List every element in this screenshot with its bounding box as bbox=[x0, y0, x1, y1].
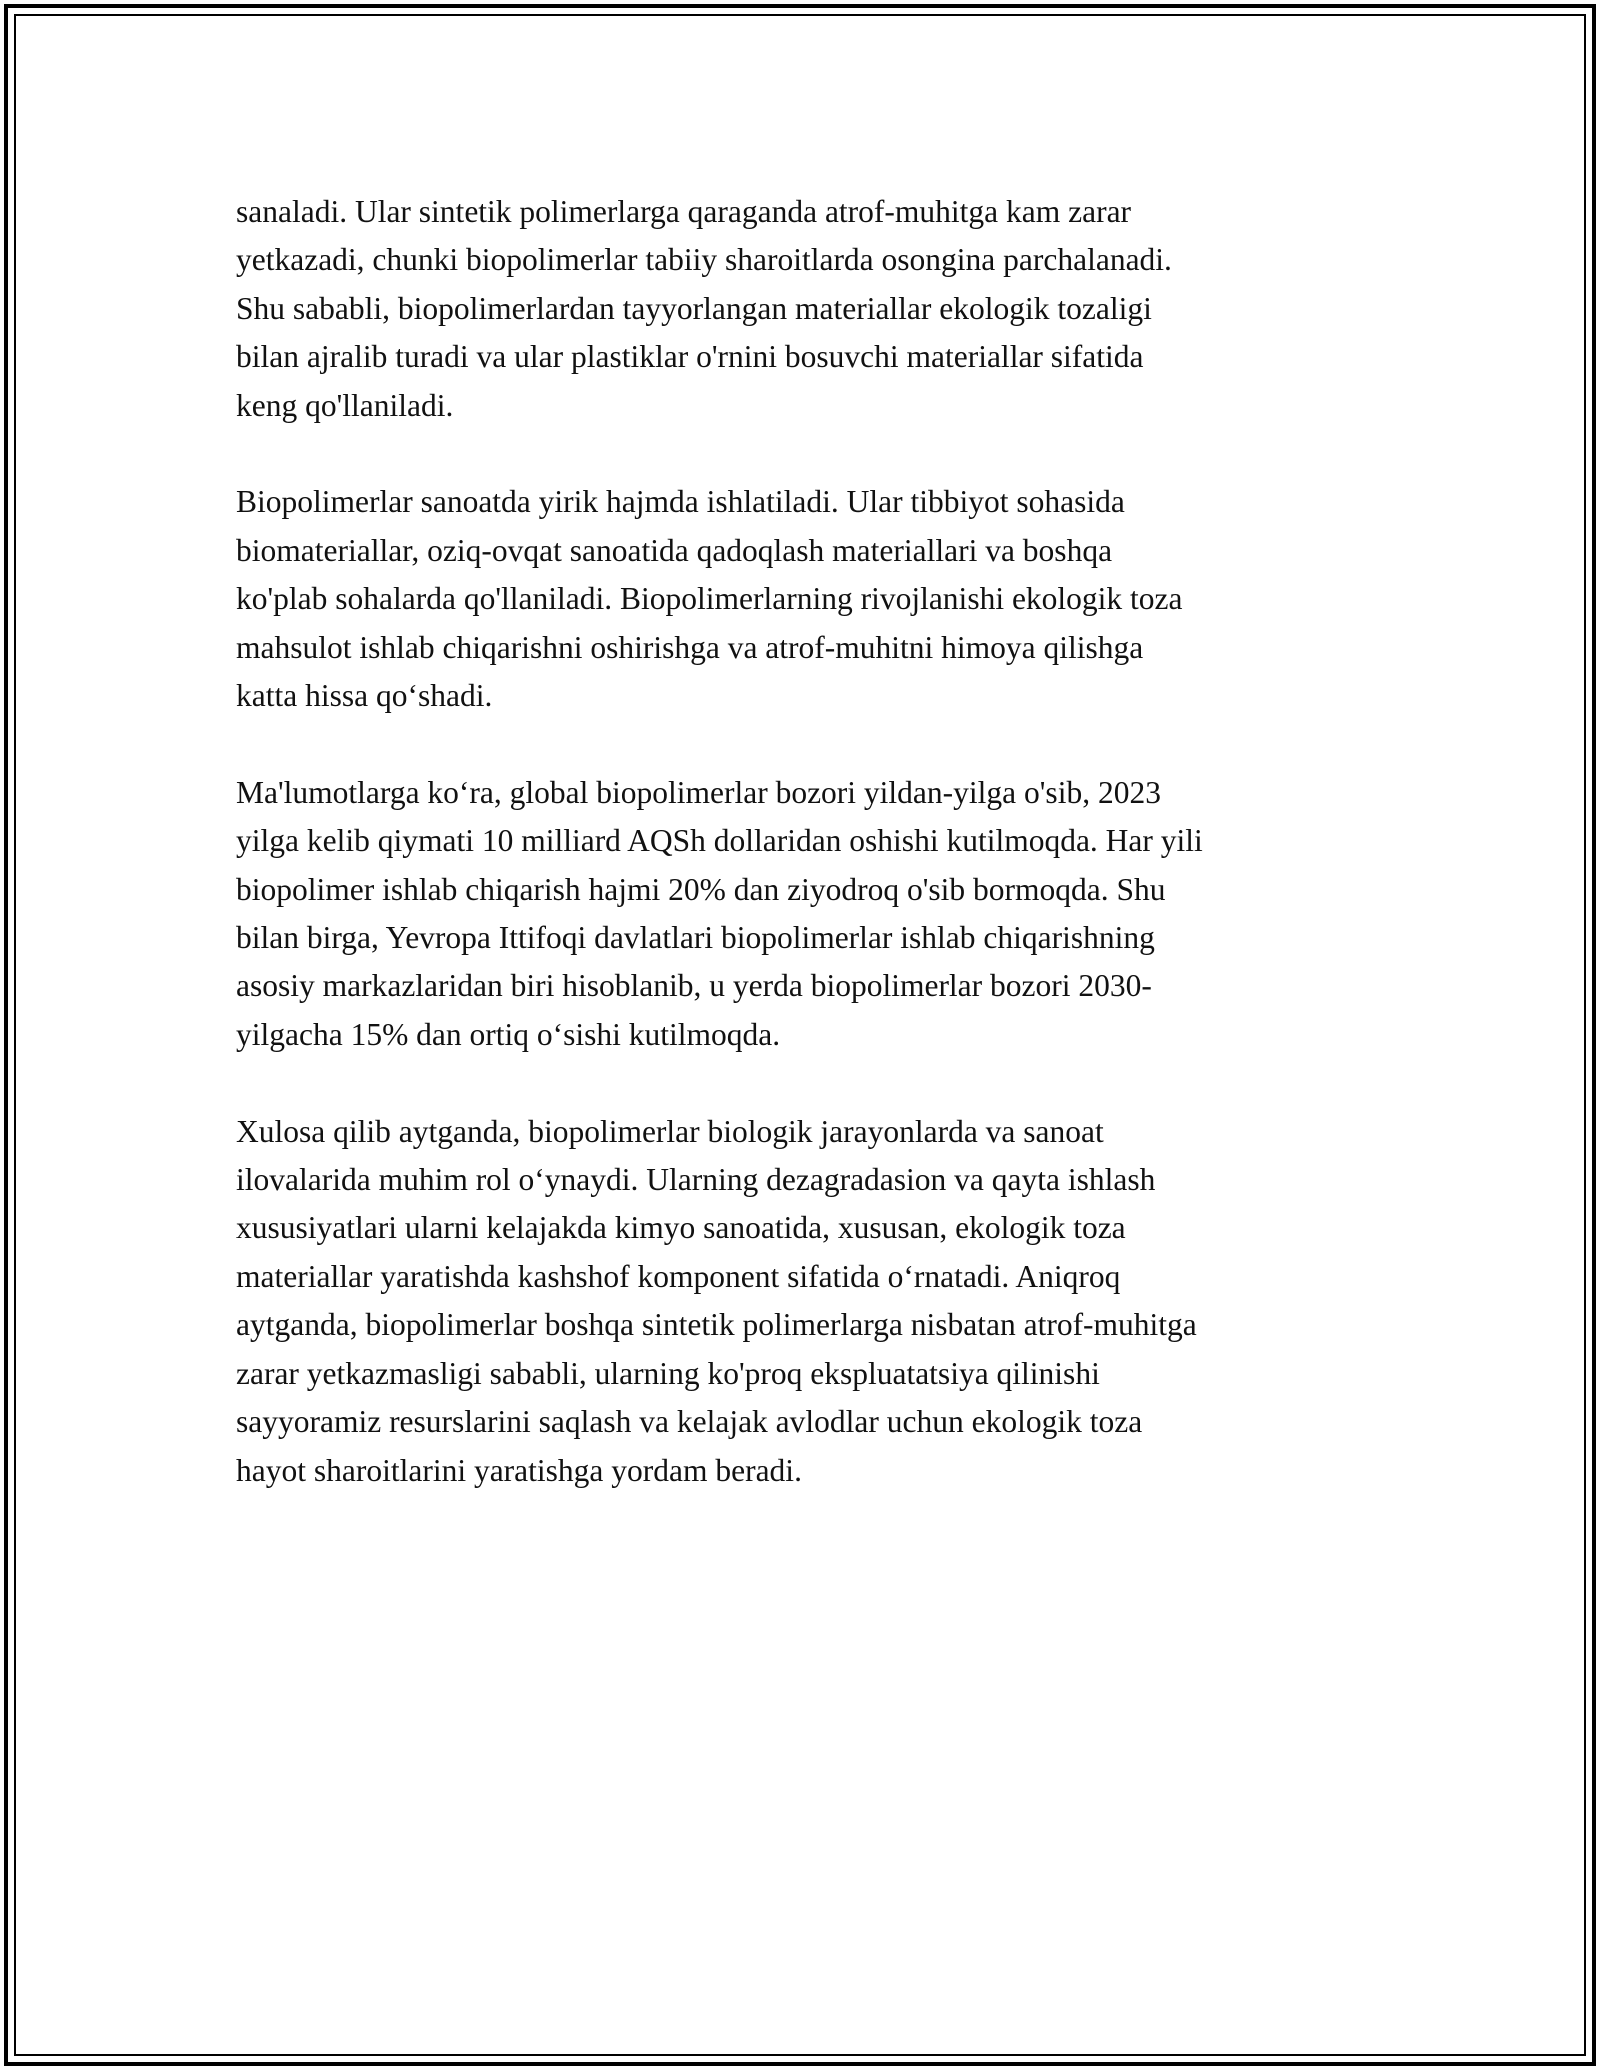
text-line: biopolimer ishlab chiqarish hajmi 20% dan ziyodroq o'sib bormoqda. Shu bbox=[236, 871, 1166, 907]
text-line: Ma'lumotlarga ko‘ra, global biopolimerlar bozori yildan-yilga o'sib, 2023 bbox=[236, 774, 1161, 810]
text-line: bilan ajralib turadi va ular plastiklar o'rnini bosuvchi materiallar sifatida bbox=[236, 339, 1144, 375]
document-body bbox=[236, 188, 1376, 1543]
text-line: ko'plab sohalarda qo'llaniladi. Biopolimerlarning rivojlanishi ekologik toza bbox=[236, 581, 1183, 617]
text-line: sayyoramiz resurslarini saqlash va kelajak avlodlar uchun ekologik toza bbox=[236, 1404, 1143, 1440]
text-line: hayot sharoitlarini yaratishga yordam beradi. bbox=[236, 1452, 802, 1488]
paragraph-3 bbox=[236, 769, 1376, 1059]
paragraph-2 bbox=[236, 478, 1376, 720]
text-line: keng qo'llaniladi. bbox=[236, 387, 454, 423]
text-line: yilgacha 15% dan ortiq o‘sishi kutilmoqda. bbox=[236, 1016, 781, 1052]
text-line: aytganda, biopolimerlar boshqa sintetik polimerlarga nisbatan atrof-muhitga bbox=[236, 1307, 1197, 1343]
text-line: katta hissa qo‘shadi. bbox=[236, 678, 493, 714]
text-line: ilovalarida muhim rol o‘ynaydi. Ularning dezagradasion va qayta ishlash bbox=[236, 1162, 1156, 1198]
text-line: yilga kelib qiymati 10 milliard AQSh dollaridan oshishi kutilmoqda. Har yili bbox=[236, 823, 1203, 859]
text-line: Biopolimerlar sanoatda yirik hajmda ishlatiladi. Ular tibbiyot sohasida bbox=[236, 484, 1125, 520]
text-line: xususiyatlari ularni kelajakda kimyo sanoatida, xususan, ekologik toza bbox=[236, 1210, 1126, 1246]
paragraph-4 bbox=[236, 1108, 1376, 1495]
text-line: asosiy markazlaridan biri hisoblanib, u yerda biopolimerlar bozori 2030- bbox=[236, 968, 1152, 1004]
text-line: Xulosa qilib aytganda, biopolimerlar biologik jarayonlarda va sanoat bbox=[236, 1113, 1104, 1149]
text-line: sanaladi. Ular sintetik polimerlarga qaraganda atrof-muhitga kam zarar bbox=[236, 194, 1132, 229]
text-line: yetkazadi, chunki biopolimerlar tabiiy sharoitlarda osongina parchalanadi. bbox=[236, 242, 1172, 278]
text-line: mahsulot ishlab chiqarishni oshirishga va atrof-muhitni himoya qilishga bbox=[236, 629, 1144, 665]
text-line: bilan birga, Yevropa Ittifoqi davlatlari biopolimerlar ishlab chiqarishning bbox=[236, 920, 1155, 956]
text-line: biomateriallar, oziq-ovqat sanoatida qadoqlash materiallari va boshqa bbox=[236, 532, 1113, 568]
text-line: materiallar yaratishda kashshof komponent sifatida o‘rnatadi. Aniqroq bbox=[236, 1258, 1121, 1294]
text-line: zarar yetkazmasligi sababli, ularning ko'proq ekspluatatsiya qilinishi bbox=[236, 1355, 1100, 1391]
text-line: Shu sababli, biopolimerlardan tayyorlangan materiallar ekologik tozaligi bbox=[236, 290, 1152, 326]
paragraph-1 bbox=[236, 188, 1376, 430]
